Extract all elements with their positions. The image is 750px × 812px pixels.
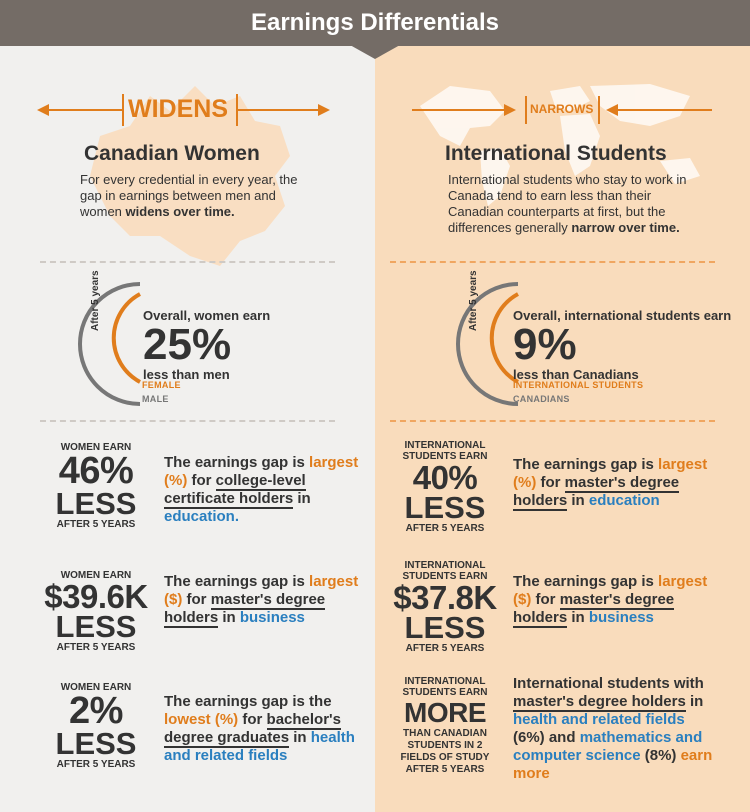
bracket-bar bbox=[525, 96, 527, 124]
stat-description bbox=[164, 693, 364, 765]
stat-credential: master's degree holders bbox=[164, 591, 326, 626]
legend-international-students: INTERNATIONAL STUDENTS bbox=[513, 380, 644, 390]
stat-value: $39.6K bbox=[44, 578, 148, 615]
stat-field: business bbox=[239, 609, 305, 626]
section-divider bbox=[40, 420, 335, 422]
overall-percent: 25% bbox=[143, 320, 232, 369]
stat-text: for bbox=[531, 591, 560, 608]
stat-text: (6%) and bbox=[513, 729, 580, 746]
section-divider bbox=[390, 420, 715, 422]
arc-label: After 5 years bbox=[90, 270, 101, 331]
stat-highlight: lowest (%) bbox=[164, 711, 239, 728]
stat-description bbox=[164, 573, 364, 627]
overall-lead: Overall, international students earn bbox=[513, 308, 732, 323]
stat-text: The earnings gap is bbox=[513, 573, 659, 590]
stat-text: for bbox=[536, 474, 565, 491]
arrow-right-icon bbox=[504, 104, 516, 116]
stat-text: in bbox=[567, 492, 589, 509]
stat-text: in bbox=[567, 609, 589, 626]
stat-description bbox=[513, 675, 718, 783]
legend-canadians: CANADIANS bbox=[513, 394, 570, 404]
stat-less: LESS bbox=[55, 486, 137, 521]
page-header bbox=[0, 0, 750, 46]
stat-lead: WOMEN EARN bbox=[60, 682, 132, 693]
stat-description bbox=[513, 456, 713, 510]
stat-tail: AFTER 5 YEARS bbox=[405, 643, 485, 654]
legend-female: FEMALE bbox=[142, 380, 181, 390]
left-panel bbox=[0, 46, 375, 812]
stat-tail: AFTER 5 YEARS bbox=[56, 642, 136, 653]
stat-text: for bbox=[238, 711, 267, 728]
stat-tail: AFTER 5 YEARS bbox=[405, 764, 485, 775]
stat-lead: INTERNATIONAL bbox=[404, 676, 486, 687]
stat-field: health and related fields bbox=[164, 729, 355, 764]
stat-lead: STUDENTS EARN bbox=[402, 571, 488, 582]
stat-text: in bbox=[293, 490, 311, 507]
arrow-line bbox=[617, 109, 712, 111]
overall-stat bbox=[143, 308, 270, 382]
stat-description bbox=[164, 454, 364, 526]
bracket-bar bbox=[122, 94, 124, 126]
overall-tail: less than Canadians bbox=[513, 367, 639, 382]
description-text: For every credential in every year, the gap in earnings between men and women bbox=[80, 172, 298, 219]
stat-field: health and related fields bbox=[513, 711, 685, 728]
stat-text: in bbox=[218, 609, 240, 626]
stat-block bbox=[40, 682, 152, 771]
stat-highlight: largest (%) bbox=[164, 454, 359, 489]
section-title: Canadian Women bbox=[84, 142, 260, 165]
stat-less: LESS bbox=[55, 609, 137, 644]
arrow-line bbox=[238, 109, 318, 111]
arrow-right-icon bbox=[318, 104, 330, 116]
arrow-line bbox=[412, 109, 504, 111]
gap-arc-icon bbox=[450, 282, 520, 412]
stat-lead: INTERNATIONAL bbox=[404, 440, 486, 451]
overall-stat bbox=[513, 308, 731, 382]
stat-block bbox=[40, 570, 152, 654]
stat-text: International students with bbox=[513, 675, 704, 692]
stat-description bbox=[513, 573, 713, 627]
stat-value: 2% bbox=[69, 690, 123, 732]
stat-value: $37.8K bbox=[393, 579, 497, 616]
stat-tail: AFTER 5 YEARS bbox=[56, 519, 136, 530]
section-divider bbox=[40, 261, 335, 263]
bracket-bar bbox=[598, 96, 600, 124]
page-title: Earnings Differentials bbox=[250, 9, 500, 36]
stat-block bbox=[40, 442, 152, 531]
description-emphasis: narrow over time. bbox=[571, 220, 680, 235]
stat-field: business bbox=[588, 609, 654, 626]
stat-tail: AFTER 5 YEARS bbox=[405, 523, 485, 534]
stat-text: The earnings gap is the bbox=[164, 693, 332, 710]
gap-arc-icon bbox=[72, 282, 142, 412]
stat-text: in bbox=[289, 729, 311, 746]
stat-highlight: earn more bbox=[513, 747, 713, 782]
stat-credential: master's degree holders bbox=[513, 693, 686, 710]
stat-text: The earnings gap is bbox=[164, 573, 310, 590]
arrow-line bbox=[46, 109, 122, 111]
stat-value: 46% bbox=[58, 450, 134, 492]
stat-credential: master's degree holders bbox=[513, 474, 680, 509]
stat-text: (8%) bbox=[640, 747, 681, 764]
stat-highlight: largest ($) bbox=[164, 573, 359, 608]
stat-tail: THAN CANADIAN bbox=[403, 728, 487, 739]
stat-text: for bbox=[187, 472, 216, 489]
overall-tail: less than men bbox=[143, 367, 230, 382]
overall-lead: Overall, women earn bbox=[143, 308, 271, 323]
stat-value: 40% bbox=[412, 459, 478, 496]
section-divider bbox=[390, 261, 715, 263]
trend-label: WIDENS bbox=[128, 95, 228, 123]
arc-label: After 5 years bbox=[468, 270, 479, 331]
legend-male: MALE bbox=[142, 394, 169, 404]
description-emphasis: widens over time. bbox=[125, 204, 235, 219]
stat-text: for bbox=[182, 591, 211, 608]
stat-lead: INTERNATIONAL bbox=[404, 560, 486, 571]
right-panel bbox=[375, 46, 750, 812]
stat-credential: master's degree holders bbox=[513, 591, 675, 626]
stat-less: LESS bbox=[404, 490, 486, 525]
stat-less: LESS bbox=[404, 610, 486, 645]
stat-text: The earnings gap is bbox=[164, 454, 310, 471]
stat-field: education bbox=[588, 492, 660, 509]
stat-value: MORE bbox=[404, 697, 486, 728]
stat-field: mathematics and computer science bbox=[513, 729, 703, 764]
trend-label: NARROWS bbox=[530, 102, 594, 116]
stat-block bbox=[389, 676, 501, 776]
stat-credential: bachelor's degree graduates bbox=[164, 711, 341, 746]
stat-text: in bbox=[685, 693, 704, 710]
stat-lead: WOMEN EARN bbox=[60, 442, 132, 453]
section-description bbox=[448, 172, 688, 236]
stat-text: The earnings gap is bbox=[513, 456, 659, 473]
section-description bbox=[80, 172, 310, 220]
stat-lead: STUDENTS EARN bbox=[402, 687, 488, 698]
stat-tail: STUDENTS IN 2 bbox=[407, 740, 483, 751]
section-title: International Students bbox=[445, 142, 667, 165]
stat-tail: FIELDS OF STUDY bbox=[400, 752, 490, 763]
stat-lead: STUDENTS EARN bbox=[402, 451, 488, 462]
stat-field: education. bbox=[164, 508, 240, 525]
stat-less: LESS bbox=[55, 726, 137, 761]
header-notch bbox=[350, 45, 400, 59]
stat-highlight: largest ($) bbox=[513, 573, 708, 608]
stat-block bbox=[389, 440, 501, 535]
stat-block bbox=[389, 560, 501, 655]
stat-highlight: largest (%) bbox=[513, 456, 708, 491]
stat-credential: college-level certificate holders bbox=[164, 472, 306, 507]
stat-lead: WOMEN EARN bbox=[60, 570, 132, 581]
overall-percent: 9% bbox=[513, 320, 577, 369]
stat-tail: AFTER 5 YEARS bbox=[56, 759, 136, 770]
description-text: International students who stay to work in Canada tend to earn less than their Canadian counterparts at first, but the differences generally bbox=[448, 172, 687, 235]
